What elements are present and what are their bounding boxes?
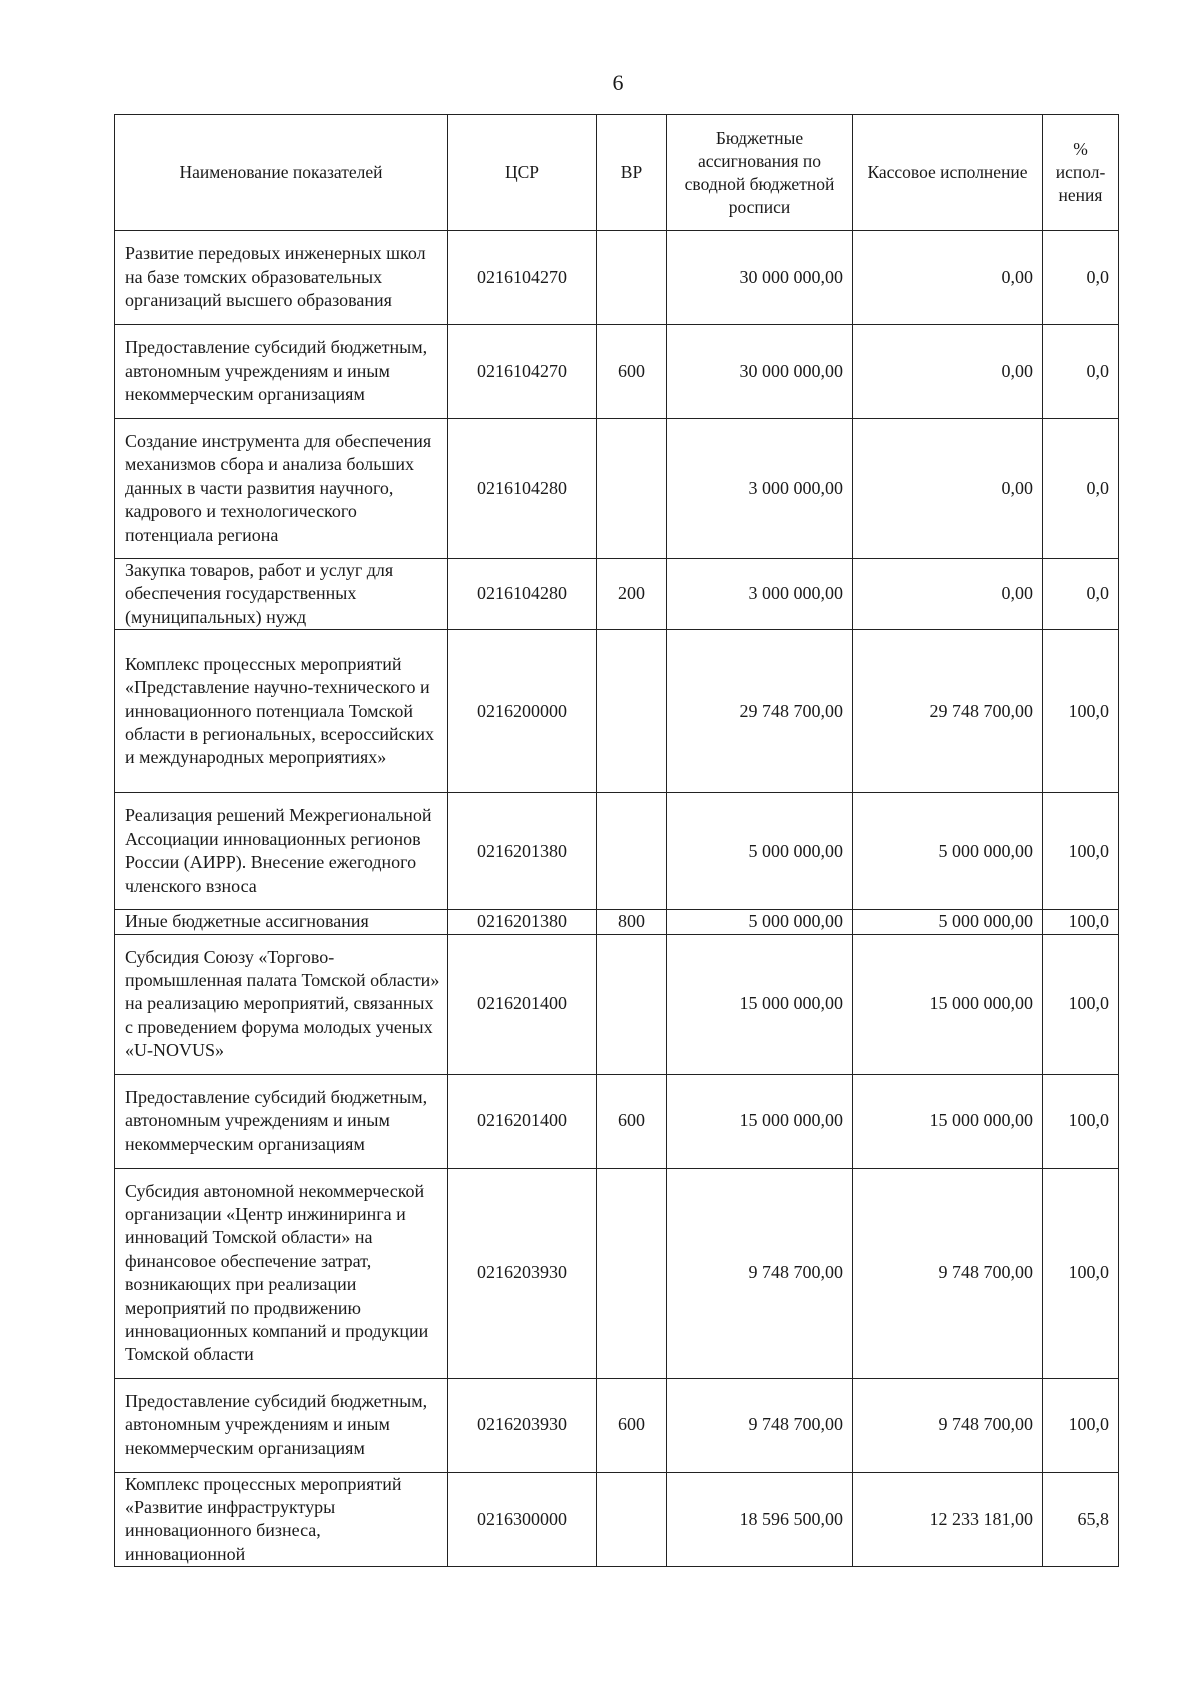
row-execution: 9 748 700,00 <box>853 1378 1043 1472</box>
row-budget: 3 000 000,00 <box>667 559 853 630</box>
row-csr: 0216203930 <box>448 1168 597 1378</box>
table-row <box>115 1378 1119 1472</box>
header-execution: Кассовое исполнение <box>853 115 1043 231</box>
row-vr <box>597 793 667 910</box>
row-csr: 0216104270 <box>448 325 597 419</box>
row-csr: 0216300000 <box>448 1472 597 1567</box>
row-csr: 0216201380 <box>448 793 597 910</box>
header-name: Наименование показателей <box>115 115 448 231</box>
row-vr <box>597 1168 667 1378</box>
row-budget: 3 000 000,00 <box>667 419 853 559</box>
row-vr <box>597 934 667 1074</box>
row-budget: 30 000 000,00 <box>667 325 853 419</box>
row-percent: 100,0 <box>1043 1074 1119 1168</box>
row-execution: 15 000 000,00 <box>853 1074 1043 1168</box>
table-header-row <box>115 115 1119 231</box>
row-vr <box>597 419 667 559</box>
row-vr: 800 <box>597 910 667 934</box>
table-row <box>115 630 1119 793</box>
row-name: Предоставление субсидий бюджетным, автономным учреждениям и иным некоммерческим организациям <box>115 1378 448 1472</box>
row-vr: 600 <box>597 325 667 419</box>
table-row <box>115 325 1119 419</box>
header-budget: Бюджетные ассигнования по сводной бюджетной росписи <box>667 115 853 231</box>
row-percent: 65,8 <box>1043 1472 1119 1567</box>
header-percent: % испол-нения <box>1043 115 1119 231</box>
table-row <box>115 231 1119 325</box>
table-row <box>115 1074 1119 1168</box>
row-csr: 0216201400 <box>448 934 597 1074</box>
row-budget: 29 748 700,00 <box>667 630 853 793</box>
page-number: 6 <box>612 70 624 95</box>
row-budget: 15 000 000,00 <box>667 1074 853 1168</box>
row-csr: 0216104280 <box>448 419 597 559</box>
row-vr <box>597 231 667 325</box>
budget-table <box>114 114 1119 1567</box>
table-row <box>115 1472 1119 1567</box>
row-percent: 100,0 <box>1043 910 1119 934</box>
row-name: Реализация решений Межрегиональной Ассоциации инновационных регионов России (АИРР). Внесение ежегодного членского взноса <box>115 793 448 910</box>
row-execution: 5 000 000,00 <box>853 793 1043 910</box>
row-vr <box>597 1472 667 1567</box>
row-name: Предоставление субсидий бюджетным, автономным учреждениям и иным некоммерческим организациям <box>115 1074 448 1168</box>
row-csr: 0216203930 <box>448 1378 597 1472</box>
row-budget: 15 000 000,00 <box>667 934 853 1074</box>
row-name: Комплекс процессных мероприятий «Развитие инфраструктуры инновационного бизнеса, инновационной <box>115 1472 448 1567</box>
row-percent: 100,0 <box>1043 934 1119 1074</box>
row-percent: 100,0 <box>1043 1378 1119 1472</box>
table-row <box>115 1168 1119 1378</box>
row-percent: 0,0 <box>1043 325 1119 419</box>
row-execution: 0,00 <box>853 231 1043 325</box>
row-csr: 0216201400 <box>448 1074 597 1168</box>
row-csr: 0216104270 <box>448 231 597 325</box>
row-name: Предоставление субсидий бюджетным, автономным учреждениям и иным некоммерческим организациям <box>115 325 448 419</box>
row-budget: 9 748 700,00 <box>667 1168 853 1378</box>
header-vr: ВР <box>597 115 667 231</box>
row-percent: 100,0 <box>1043 630 1119 793</box>
row-execution: 15 000 000,00 <box>853 934 1043 1074</box>
table-row <box>115 934 1119 1074</box>
row-name: Развитие передовых инженерных школ на базе томских образовательных организаций высшего образования <box>115 231 448 325</box>
row-vr: 600 <box>597 1074 667 1168</box>
row-execution: 29 748 700,00 <box>853 630 1043 793</box>
row-budget: 5 000 000,00 <box>667 910 853 934</box>
row-percent: 0,0 <box>1043 231 1119 325</box>
row-execution: 12 233 181,00 <box>853 1472 1043 1567</box>
row-execution: 5 000 000,00 <box>853 910 1043 934</box>
row-execution: 0,00 <box>853 559 1043 630</box>
row-budget: 5 000 000,00 <box>667 793 853 910</box>
row-budget: 9 748 700,00 <box>667 1378 853 1472</box>
row-csr: 0216201380 <box>448 910 597 934</box>
row-execution: 0,00 <box>853 325 1043 419</box>
row-budget: 18 596 500,00 <box>667 1472 853 1567</box>
row-percent: 100,0 <box>1043 1168 1119 1378</box>
row-name: Создание инструмента для обеспечения механизмов сбора и анализа больших данных в части развития научного, кадрового и технологического потенциала региона <box>115 419 448 559</box>
row-execution: 9 748 700,00 <box>853 1168 1043 1378</box>
row-name: Иные бюджетные ассигнования <box>115 910 448 934</box>
table-row <box>115 910 1119 934</box>
row-execution: 0,00 <box>853 419 1043 559</box>
row-percent: 100,0 <box>1043 793 1119 910</box>
row-vr: 200 <box>597 559 667 630</box>
table-row <box>115 793 1119 910</box>
row-vr: 600 <box>597 1378 667 1472</box>
row-percent: 0,0 <box>1043 419 1119 559</box>
row-csr: 0216104280 <box>448 559 597 630</box>
table-row <box>115 559 1119 630</box>
row-name: Субсидия автономной некоммерческой организации «Центр инжиниринга и инноваций Томской области» на финансовое обеспечение затрат, возникающих при реализации мероприятий по продвижению инновационных компаний и продукции Томской области <box>115 1168 448 1378</box>
row-budget: 30 000 000,00 <box>667 231 853 325</box>
row-vr <box>597 630 667 793</box>
row-name: Закупка товаров, работ и услуг для обеспечения государственных (муниципальных) нужд <box>115 559 448 630</box>
row-csr: 0216200000 <box>448 630 597 793</box>
row-percent: 0,0 <box>1043 559 1119 630</box>
table-row <box>115 419 1119 559</box>
row-name: Комплекс процессных мероприятий «Представление научно-технического и инновационного потенциала Томской области в региональных, всероссийских и международных мероприятиях» <box>115 630 448 793</box>
row-name: Субсидия Союзу «Торгово-промышленная палата Томской области» на реализацию мероприятий, связанных с проведением форума молодых ученых «U-NOVUS» <box>115 934 448 1074</box>
header-csr: ЦСР <box>448 115 597 231</box>
